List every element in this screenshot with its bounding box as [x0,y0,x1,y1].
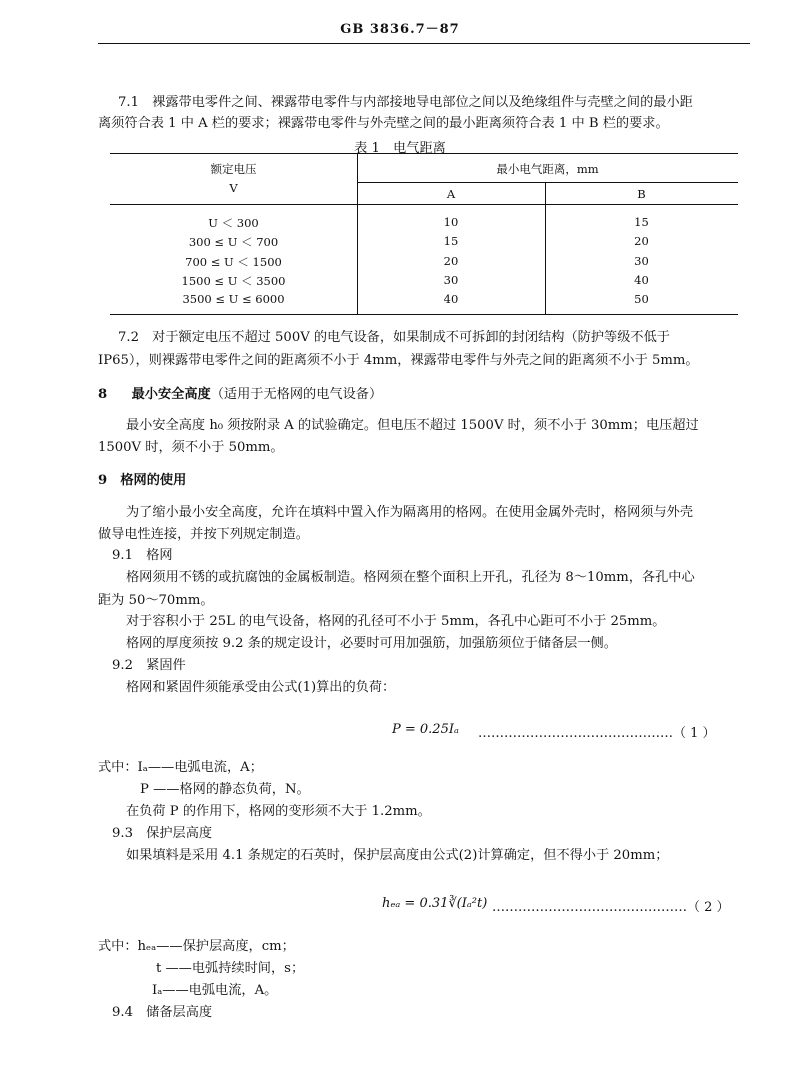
para-9-2-line1: 格网和紧固件须能承受由公式(1)算出的负荷： [126,680,396,695]
header-min-distance: 最小电气距离，mm [496,162,599,176]
row-1-b: 20 [634,234,649,248]
header-rule [98,43,750,44]
row-0-a: 10 [443,215,459,229]
row-0-b: 15 [634,215,649,229]
where-1-line2: P ——格网的静态负荷，N。 [140,782,310,797]
para-8-line2: 1500V 时，须不小于 50mm。 [98,440,284,455]
para-9-intro-line2: 做导电性连接，并按下列规定制造。 [98,527,309,542]
table-hline-head [110,204,738,205]
para-9-2-line2: 在负荷 P 的作用下，格网的变形须不大于 1.2mm。 [126,804,431,819]
row-4-voltage: 3500 ≤ U ≤ 6000 [182,292,285,306]
section-8-number: 8 [98,387,108,402]
where-1-line1: 式中：Iₐ——电弧电流，A； [98,760,263,775]
row-2-a: 20 [443,254,459,268]
row-2-voltage: 700 ≤ U ＜ 1500 [185,255,282,269]
para-9-intro-line1: 为了缩小最小安全高度，允许在填料中置入作为隔离用的格网。在使用金属外壳时，格网须与外壳 [126,505,694,520]
section-9-heading: 9 格网的使用 [98,473,187,488]
para-9-1-line2: 距为 50～70mm。 [98,593,214,608]
row-0-voltage: U ＜ 300 [208,216,259,230]
header-voltage: 额定电压 [210,162,257,176]
table-hline-sub [357,182,738,183]
para-9-1-line3: 对于容积小于 25L 的电气设备，格网的孔径可不小于 5mm，各孔中心距可不小于 25mm。 [126,614,666,629]
section-9-1-title: 9.1 格网 [112,548,173,563]
para-7-1-line1: 7.1 裸露带电零件之间、裸露带电零件与内部接地导电部位之间以及绝缘组件与壳壁之间的最小距 [118,95,693,110]
section-8-subtitle: （适用于无格网的电气设备） [210,387,383,402]
para-7-2-line2: IP65），则裸露带电零件之间的距离须不小于 4mm，裸露带电零件与外壳之间的距离须不小于 5mm。 [98,353,699,368]
para-8-line1: 最小安全高度 h₀ 须按附录 A 的试验确定。但电压不超过 1500V 时，须不小于 30mm；电压超过 [126,418,699,433]
section-9-4-title: 9.4 储备层高度 [112,1005,213,1020]
page-header: GB 3836.7－87 [340,22,460,37]
para-7-2-line1: 7.2 对于额定电压不超过 500V 的电气设备，如果制成不可拆卸的封闭结构（防护等级不低于 [118,330,670,345]
para-9-3-line1: 如果填料是采用 4.1 条规定的石英时，保护层高度由公式(2)计算确定，但不得小于 20mm； [126,848,669,863]
row-3-voltage: 1500 ≤ U ＜ 3500 [181,274,286,288]
section-8-heading [98,384,382,406]
para-9-1-line4: 格网的厚度须按 9.2 条的规定设计，必要时可用加强筋，加强筋须位于储备层一侧。 [126,636,617,651]
row-3-a: 30 [443,273,459,287]
row-4-a: 40 [443,292,459,306]
section-8-title: 最小安全高度 [131,387,211,402]
row-1-voltage: 300 ≤ U ＜ 700 [188,235,279,249]
section-9-3-title: 9.3 保护层高度 [112,826,213,841]
where-2-line3: Iₐ——电弧电流，A。 [152,983,278,998]
header-col-b: B [637,187,646,201]
row-2-b: 30 [634,254,649,268]
electrical-distance-table [110,153,738,315]
where-2-line2: t ——电弧持续时间，s； [156,961,305,976]
header-voltage-unit: V [229,181,238,195]
table-title: 表 1 电气距离 [354,141,446,156]
row-1-a: 15 [443,234,459,248]
formula-2: hₑₐ = 0.31∛(Iₐ²t) [382,896,488,911]
where-2-line1: 式中：hₑₐ——保护层高度，cm； [98,939,295,954]
row-4-b: 50 [634,292,649,306]
para-9-1-line1: 格网须用不锈的或抗腐蚀的金属板制造。格网须在整个面积上开孔，孔径为 8～10mm，各孔中心 [126,570,695,585]
row-3-b: 40 [634,273,649,287]
formula-1: P = 0.25Iₐ [392,722,459,737]
header-col-a: A [446,187,456,201]
formula-2-number: ………………………………………（ 2 ） [492,900,730,915]
formula-1-number: ………………………………………（ 1 ） [478,726,716,741]
section-9-2-title: 9.2 紧固件 [112,658,186,673]
para-7-1-line2: 离须符合表 1 中 A 栏的要求；裸露带电零件与外壳壁之间的最小距离须符合表 1 中 B 栏的要求。 [98,116,669,131]
